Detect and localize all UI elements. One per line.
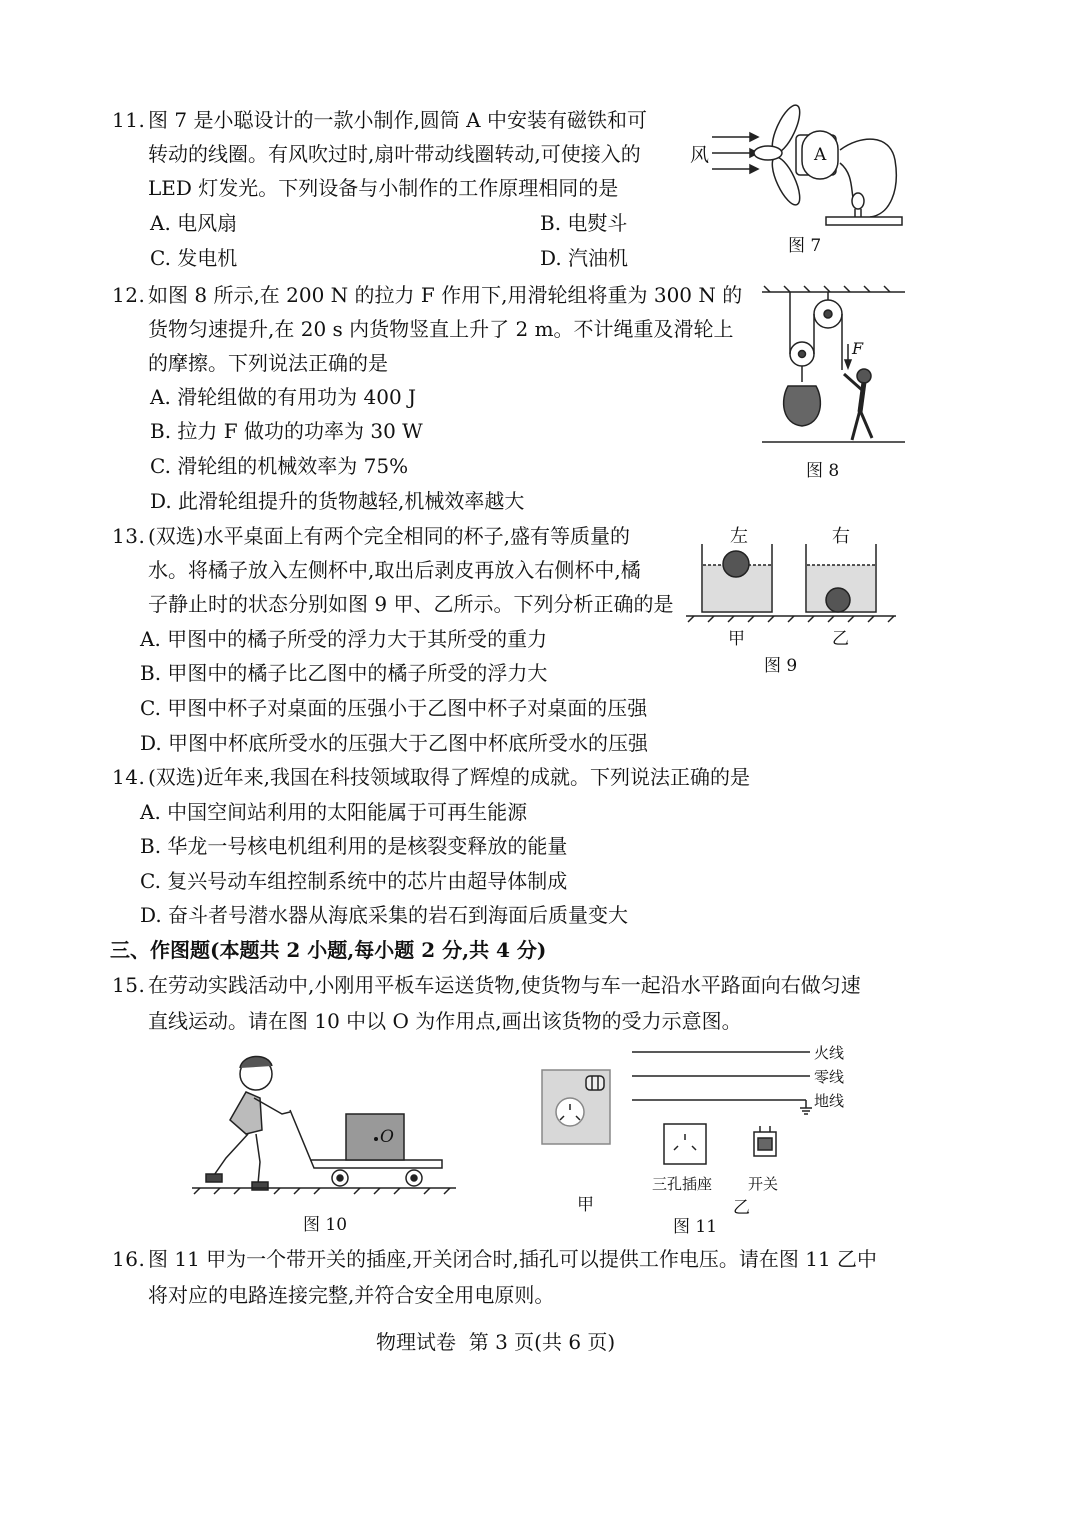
q13-option-c: C. 甲图中杯子对桌面的压强小于乙图中杯子对桌面的压强 [140, 696, 648, 720]
q14-stem-line1: (双选)近年来,我国在科技领域取得了辉煌的成就。下列说法正确的是 [148, 765, 750, 789]
q11-option-c: C. 发电机 [150, 246, 238, 270]
fig11-switch-label: 开关 [748, 1175, 779, 1193]
q15-number: 15. [112, 973, 146, 997]
q13-number: 13. [112, 524, 146, 548]
q11-option-a: A. 电风扇 [150, 211, 238, 235]
q14-option-c: C. 复兴号动车组控制系统中的芯片由超导体制成 [140, 869, 568, 893]
q14-number: 14. [112, 765, 146, 789]
q11-stem-line3: LED 灯发光。下列设备与小制作的工作原理相同的是 [148, 176, 619, 200]
fig11-yi-label: 乙 [733, 1198, 750, 1218]
q13-option-d: D. 甲图中杯底所受水的压强大于乙图中杯底所受水的压强 [140, 731, 649, 755]
fig10-caption: 图 10 [303, 1215, 348, 1235]
fig11-caption: 图 11 [673, 1217, 718, 1237]
q13-stem-line2: 水。将橘子放入左侧杯中,取出后剥皮再放入右侧杯中,橘 [148, 558, 641, 582]
fig10-point-o-label: O [380, 1127, 394, 1147]
fig9-yi-label: 乙 [832, 629, 849, 649]
fig9-left-label: 左 [730, 526, 748, 547]
q13-stem-line3: 子静止时的状态分别如图 9 甲、乙所示。下列分析正确的是 [148, 592, 674, 616]
q13-stem-line1: (双选)水平桌面上有两个完全相同的杯子,盛有等质量的 [148, 524, 630, 548]
fig11-socket-label: 三孔插座 [652, 1175, 713, 1193]
q16-number: 16. [112, 1247, 146, 1271]
q12-stem-line2: 货物匀速提升,在 20 s 内货物竖直上升了 2 m。不计绳重及滑轮上 [148, 317, 734, 341]
figure-10-boy-pushing-cart [190, 1050, 460, 1200]
q12-option-a: A. 滑轮组做的有用功为 400 J [150, 385, 417, 409]
fig8-force-label: F [852, 339, 864, 358]
q11-stem-line1: 图 7 是小聪设计的一款小制作,圆筒 A 中安装有磁铁和可 [148, 108, 647, 132]
fig8-caption: 图 8 [806, 461, 840, 481]
fig7-wind-label: 风 [690, 144, 710, 166]
q13-option-a: A. 甲图中的橘子所受的浮力大于其所受的重力 [140, 627, 548, 651]
q14-option-b: B. 华龙一号核电机组利用的是核裂变释放的能量 [140, 834, 568, 858]
section-3-heading: 三、作图题(本题共 2 小题,每小题 2 分,共 4 分) [110, 938, 547, 962]
q11-option-d: D. 汽油机 [540, 246, 629, 270]
q12-stem-line3: 的摩擦。下列说法正确的是 [148, 351, 388, 375]
fig7-caption: 图 7 [788, 236, 822, 256]
fig9-caption: 图 9 [764, 656, 798, 676]
figure-9-cups-with-oranges [684, 520, 900, 670]
q16-stem-line2: 将对应的电路连接完整,并符合安全用电原则。 [148, 1283, 555, 1307]
fig11-ground-wire-label: 地线 [814, 1092, 845, 1110]
fig11-jia-label: 甲 [577, 1195, 594, 1215]
q11-stem-line2: 转动的线圈。有风吹过时,扇叶带动线圈转动,可使接入的 [148, 142, 641, 166]
fig9-jia-label: 甲 [728, 629, 745, 649]
q15-stem-line2: 直线运动。请在图 10 中以 O 为作用点,画出该货物的受力示意图。 [148, 1009, 742, 1033]
fig11-neutral-wire-label: 零线 [814, 1068, 845, 1086]
q12-option-c: C. 滑轮组的机械效率为 75% [150, 454, 409, 478]
q12-number: 12. [112, 283, 146, 307]
q12-option-b: B. 拉力 F 做功的功率为 30 W [150, 419, 423, 443]
page-footer: 物理试卷 第 3 页(共 6 页) [376, 1330, 616, 1354]
q11-number: 11. [112, 108, 146, 132]
figure-11-socket-circuit [540, 1040, 860, 1180]
q14-option-a: A. 中国空间站利用的太阳能属于可再生能源 [140, 800, 528, 824]
q12-stem-line1: 如图 8 所示,在 200 N 的拉力 F 作用下,用滑轮组将重为 300 N 的 [148, 283, 743, 307]
q15-stem-line1: 在劳动实践活动中,小刚用平板车运送货物,使货物与车一起沿水平路面向右做匀速 [148, 973, 861, 997]
fig7-cylinder-label: A [814, 145, 827, 165]
fig11-live-wire-label: 火线 [814, 1044, 845, 1062]
q16-stem-line1: 图 11 甲为一个带开关的插座,开关闭合时,插孔可以提供工作电压。请在图 11 乙中 [148, 1247, 878, 1271]
q13-option-b: B. 甲图中的橘子比乙图中的橘子所受的浮力大 [140, 661, 548, 685]
fig9-right-label: 右 [832, 526, 850, 547]
q11-option-b: B. 电熨斗 [540, 211, 628, 235]
q14-option-d: D. 奋斗者号潜水器从海底采集的岩石到海面后质量变大 [140, 903, 629, 927]
figure-8-pulley-system [760, 282, 910, 452]
q12-option-d: D. 此滑轮组提升的货物越轻,机械效率越大 [150, 489, 525, 513]
